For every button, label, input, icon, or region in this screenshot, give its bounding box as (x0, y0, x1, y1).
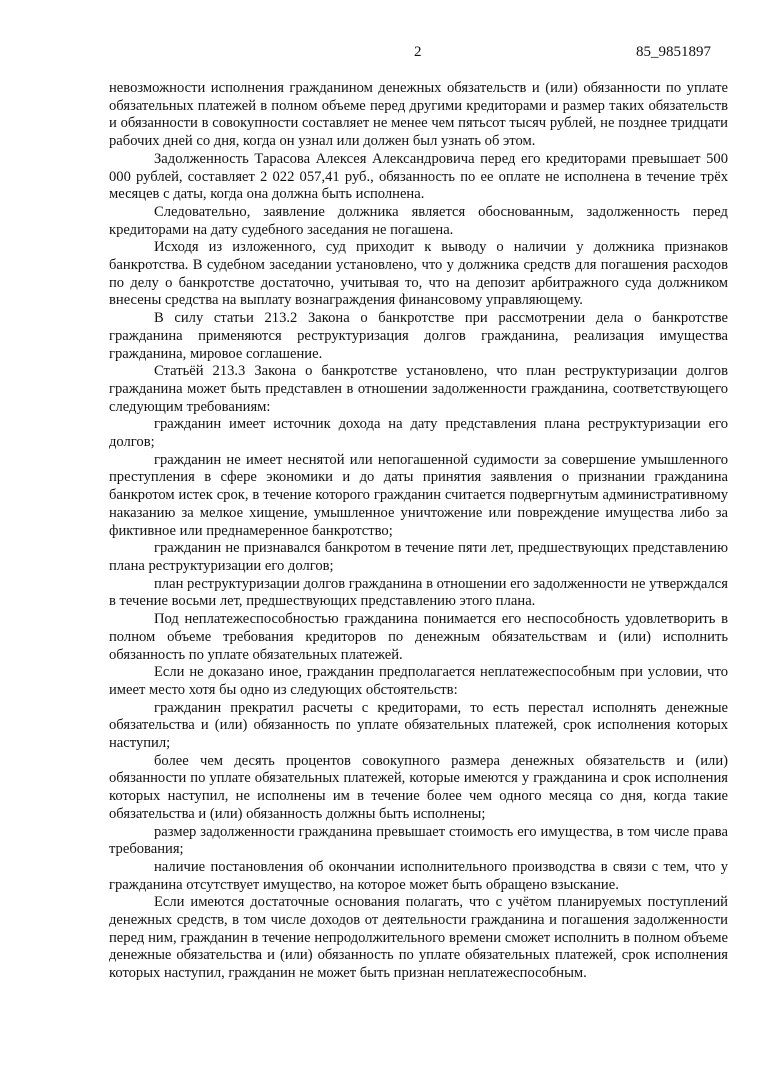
paragraph-bankruptcy-signs: Исходя из изложенного, суд приходит к выводу о наличии у должника признаков банкротства. В судебном заседании установлено, что у должника средств для погашения расходов по делу о банкротстве достаточно, учитывая то, что на депозит арбитражного суда должником внесены средства на выплату вознаграждения финансовому управляющему. (109, 239, 728, 309)
paragraph-solvency-exception: Если имеются достаточные основания полагать, что с учётом планируемых поступлений денежных средств, в том числе доходов от деятельности гражданина и погашения задолженности перед ним, гражданин в течение непродолжительного времени сможет исполнить в полном объеме денежные обязательства и (или) обязанность по уплате обязательных платежей, срок исполнения которых наступил, гражданин не может быть признан неплатежеспособным. (109, 894, 728, 982)
paragraph-article-213-2: В силу статьи 213.2 Закона о банкротстве при рассмотрении дела о банкротстве гражданина применяются реструктуризация долгов гражданина, реализация имущества гражданина, мировое соглашение. (109, 310, 728, 362)
paragraph-condition-enforcement-ended: наличие постановления об окончании исполнительного производства в связи с тем, что у гражданина отсутствует имущество, на которое может быть обращено взыскание. (109, 858, 728, 893)
case-number: 85_9851897 (636, 44, 711, 60)
paragraph-debt-amount: Задолженность Тарасова Алексея Александровича перед его кредиторами превышает 500 000 рублей, составляет 2 022 057,41 руб., обязанность по ее оплате не исполнена в течение трёх месяцев с даты, когда она должна быть исполнена. (109, 150, 728, 203)
paragraph-insolvency-definition: Под неплатежеспособностью гражданина понимается его неспособность удовлетворить в полном объеме требования кредиторов по денежным обязательствам и (или) исполнить обязанность по уплате обязательных платежей. (109, 611, 728, 663)
paragraph-condition-stopped-payments: гражданин прекратил расчеты с кредиторами, то есть перестал исполнять денежные обязательства и (или) обязанность по уплате обязательных платежей, срок исполнения которых наступил; (109, 699, 728, 752)
paragraph-requirement-not-bankrupt: гражданин не признавался банкротом в течение пяти лет, предшествующих представлению плана реструктуризации его долгов; (109, 540, 728, 574)
paragraph-condition-ten-percent: более чем десять процентов совокупного размера денежных обязательств и (или) обязанности по уплате обязательных платежей, которые имеются у гражданина и срок исполнения которых наступил, не исполнены им в течение более чем одного месяца со дня, когда такие обязательства и (или) обязанность должны быть исполнены; (109, 752, 728, 822)
paragraph-requirement-plan-not-approved: план реструктуризации долгов гражданина в отношении его задолженности не утверждался в течение восьми лет, предшествующих представлению этого плана. (109, 575, 728, 610)
page-number: 2 (414, 44, 422, 60)
paragraph-requirement-income: гражданин имеет источник дохода на дату представления плана реструктуризации его долгов; (109, 416, 728, 451)
paragraph-conclusion-justified: Следовательно, заявление должника является обоснованным, задолженность перед кредиторами на дату судебного заседания не погашена. (109, 203, 728, 238)
paragraph-article-213-3: Статьёй 213.3 Закона о банкротстве установлено, что план реструктуризации долгов гражданина может быть представлен в отношении задолженности гражданина, соответствующего следующим требованиям: (109, 363, 728, 415)
document-body (109, 80, 728, 983)
page-header (0, 44, 764, 64)
paragraph-insolvency-presumption: Если не доказано иное, гражданин предполагается неплатежеспособным при условии, что имеет место хотя бы одно из следующих обстоятельств: (109, 664, 728, 698)
paragraph-requirement-no-conviction: гражданин не имеет неснятой или непогашенной судимости за совершение умышленного преступления в сфере экономики и до даты принятия заявления о признании гражданина банкротом истек срок, в течение которого гражданин считается подвергнутым административному наказанию за мелкое хищение, умышленное уничтожение или повреждение имущества либо за фиктивное или преднамеренное банкротство; (109, 451, 728, 539)
paragraph-condition-debt-exceeds-assets: размер задолженности гражданина превышает стоимость его имущества, в том числе права требования; (109, 823, 728, 858)
paragraph-continuation: невозможности исполнения гражданином денежных обязательств и (или) обязанности по уплате обязательных платежей в полном объеме перед другими кредиторами и размер таких обязательств и обязанности в совокупности составляет не менее чем пятьсот тысяч рублей, не позднее тридцати рабочих дней со дня, когда он узнал или должен был узнать об этом. (109, 80, 728, 150)
